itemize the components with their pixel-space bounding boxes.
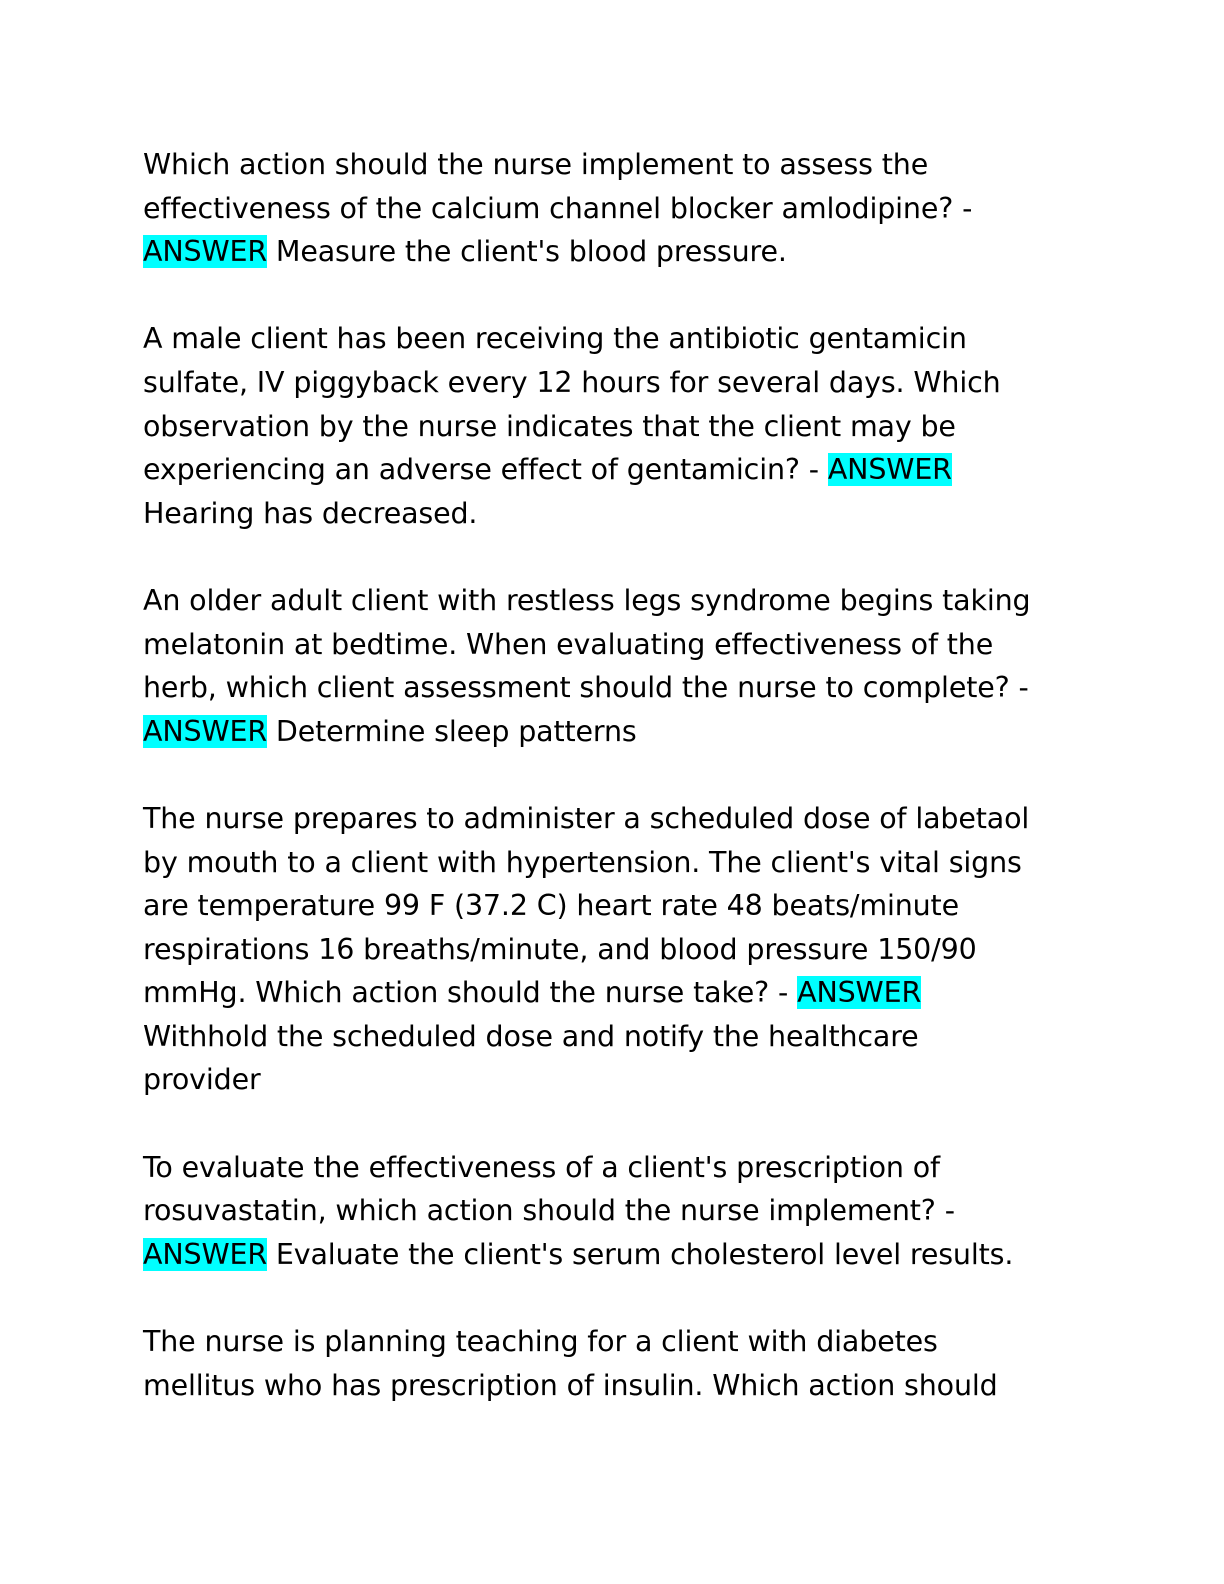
- qa-paragraph: [143, 143, 1083, 274]
- text-line: provider: [143, 1063, 261, 1097]
- text-line: Withhold the scheduled dose and notify the healthcare: [143, 1019, 919, 1053]
- text-line: An older adult client with restless legs syndrome begins taking: [143, 583, 1031, 617]
- text-line: To evaluate the effectiveness of a client's prescription of: [143, 1150, 940, 1184]
- text-line: A male client has been receiving the antibiotic gentamicin: [143, 322, 967, 356]
- qa-paragraph: [143, 317, 1083, 535]
- answer-highlight: ANSWER: [143, 714, 267, 748]
- text-line: are temperature 99 F (37.2 C) heart rate 48 beats/minute: [143, 889, 959, 923]
- text-line: rosuvastatin, which action should the nurse implement? -: [143, 1194, 955, 1228]
- text-line: [143, 230, 1083, 274]
- text-line: [143, 448, 1083, 492]
- answer-highlight: ANSWER: [827, 453, 952, 487]
- document-body: [143, 143, 1083, 1407]
- text-line: effectiveness of the calcium channel blocker amlodipine? -: [143, 191, 973, 225]
- text-line: [143, 710, 1083, 754]
- paragraph-gap: [143, 1102, 1083, 1146]
- paragraph-gap: [143, 1276, 1083, 1320]
- text-line: The nurse is planning teaching for a client with diabetes: [143, 1325, 938, 1359]
- text-line: [143, 971, 1083, 1015]
- answer-text: Evaluate the client's serum cholesterol level results.: [267, 1237, 1014, 1271]
- text-segment: experiencing an adverse effect of gentamicin? -: [143, 453, 828, 487]
- paragraph-gap: [143, 535, 1083, 579]
- qa-paragraph: [143, 1320, 1083, 1407]
- text-line: [143, 1233, 1083, 1277]
- text-line: observation by the nurse indicates that the client may be: [143, 409, 956, 443]
- answer-highlight: ANSWER: [143, 235, 267, 269]
- text-line: sulfate, IV piggyback every 12 hours for several days. Which: [143, 365, 1001, 399]
- text-line: herb, which client assessment should the nurse to complete? -: [143, 671, 1029, 705]
- answer-text: Determine sleep patterns: [267, 714, 637, 748]
- text-line: The nurse prepares to administer a scheduled dose of labetaol: [143, 801, 1030, 835]
- qa-paragraph: [143, 1146, 1083, 1277]
- paragraph-gap: [143, 753, 1083, 797]
- answer-highlight: ANSWER: [797, 976, 922, 1010]
- text-line: respirations 16 breaths/minute, and blood pressure 150/90: [143, 932, 977, 966]
- text-line: by mouth to a client with hypertension. The client's vital signs: [143, 845, 1022, 879]
- qa-paragraph: [143, 579, 1083, 753]
- qa-paragraph: [143, 797, 1083, 1102]
- text-line: Hearing has decreased.: [143, 496, 478, 530]
- text-line: melatonin at bedtime. When evaluating effectiveness of the: [143, 627, 994, 661]
- answer-highlight: ANSWER: [143, 1237, 267, 1271]
- text-line: Which action should the nurse implement to assess the: [143, 148, 929, 181]
- text-line: mellitus who has prescription of insulin. Which action should: [143, 1368, 998, 1402]
- answer-text: Measure the client's blood pressure.: [267, 235, 787, 269]
- paragraph-gap: [143, 274, 1083, 318]
- text-segment: mmHg. Which action should the nurse take? -: [143, 976, 798, 1010]
